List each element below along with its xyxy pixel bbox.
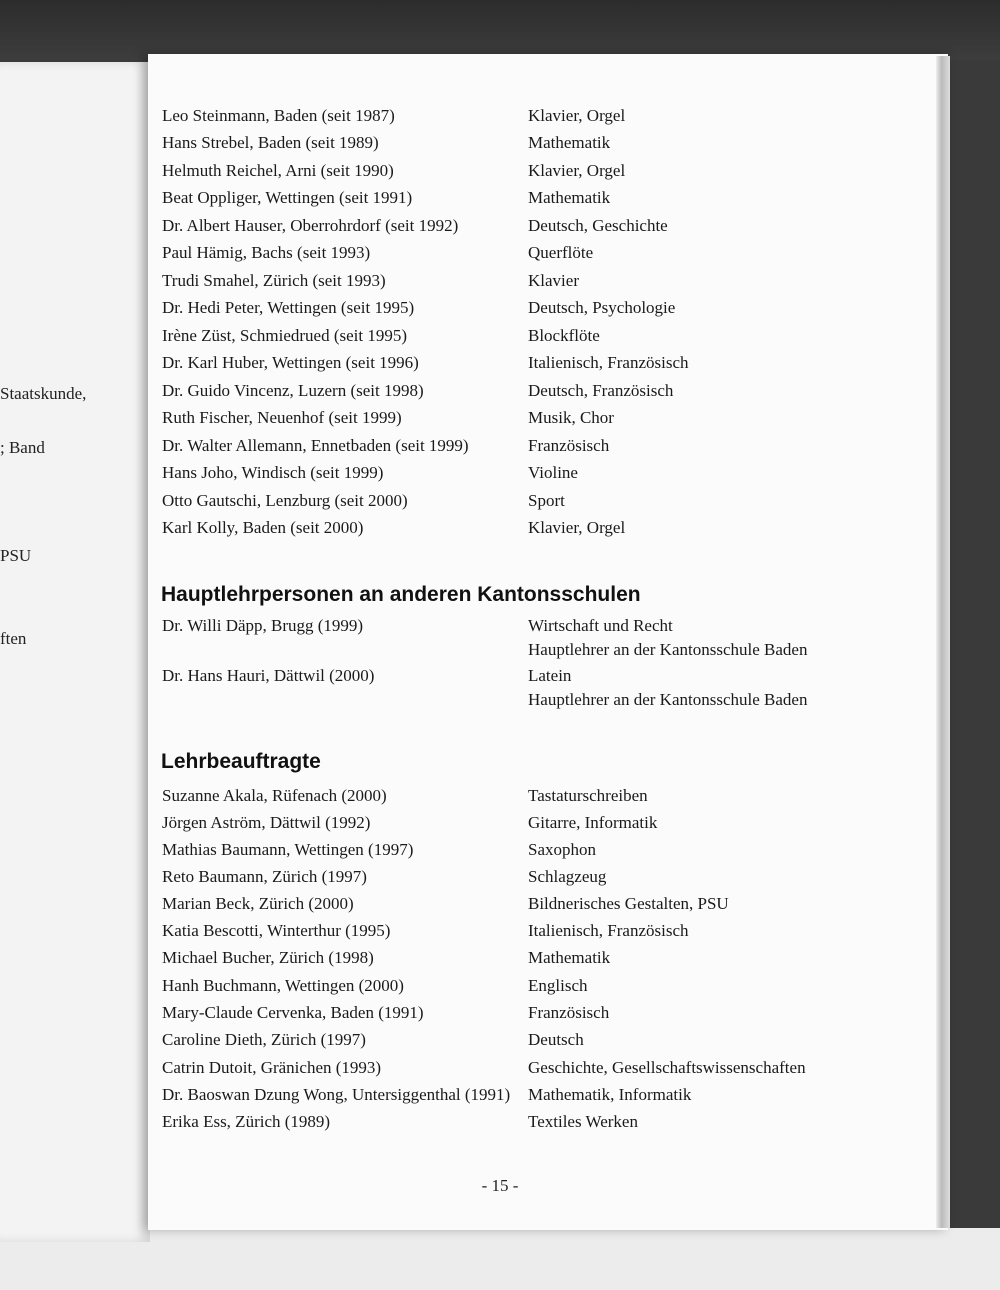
teacher-name: Otto Gautschi, Lenzburg (seit 2000) <box>162 491 408 510</box>
left-page-fragment: Staatskunde, <box>0 384 87 403</box>
teacher-subject: Italienisch, Französisch <box>528 921 689 940</box>
scanner-background <box>0 0 1000 60</box>
teacher-note: Hauptlehrer an der Kantonsschule Baden <box>528 640 808 659</box>
teacher-name: Ruth Fischer, Neuenhof (seit 1999) <box>162 408 402 427</box>
teacher-name: Dr. Willi Däpp, Brugg (1999) <box>162 616 364 635</box>
teacher-name: Dr. Hans Hauri, Dättwil (2000) <box>162 666 375 685</box>
teacher-name: Catrin Dutoit, Gränichen (1993) <box>162 1058 382 1077</box>
teacher-subject: Wirtschaft und Recht <box>528 616 673 635</box>
teacher-name: Dr. Karl Huber, Wettingen (seit 1996) <box>162 353 419 372</box>
teacher-name: Caroline Dieth, Zürich (1997) <box>162 1030 366 1049</box>
teacher-subject: Italienisch, Französisch <box>528 353 689 372</box>
left-page-fragment: ; Band <box>0 438 45 457</box>
scanner-bed <box>0 1228 1000 1290</box>
left-page-fragment: PSU <box>0 546 32 565</box>
teacher-name: Dr. Guido Vincenz, Luzern (seit 1998) <box>162 381 424 400</box>
teacher-name: Hans Strebel, Baden (seit 1989) <box>162 133 379 152</box>
teacher-subject: Musik, Chor <box>528 408 614 427</box>
teacher-subject: Mathematik <box>528 948 611 967</box>
teacher-name: Paul Hämig, Bachs (seit 1993) <box>162 243 371 262</box>
teacher-name: Dr. Hedi Peter, Wettingen (seit 1995) <box>162 298 415 317</box>
teacher-name: Karl Kolly, Baden (seit 2000) <box>162 518 364 537</box>
teacher-name: Dr. Baoswan Dzung Wong, Untersiggenthal (1991) <box>162 1085 511 1104</box>
teacher-subject: Tastaturschreiben <box>528 786 648 805</box>
teacher-subject: Französisch <box>528 1003 610 1022</box>
teacher-subject: Gitarre, Informatik <box>528 813 658 832</box>
teacher-name: Hans Joho, Windisch (seit 1999) <box>162 463 384 482</box>
teacher-name: Hanh Buchmann, Wettingen (2000) <box>162 976 404 995</box>
teacher-name: Michael Bucher, Zürich (1998) <box>162 948 374 967</box>
teacher-subject: Bildnerisches Gestalten, PSU <box>528 894 729 913</box>
teacher-name: Mathias Baumann, Wettingen (1997) <box>162 840 414 859</box>
teacher-note: Hauptlehrer an der Kantonsschule Baden <box>528 690 808 709</box>
teacher-subject: Textiles Werken <box>528 1112 638 1131</box>
teacher-subject: Geschichte, Gesellschaftswissenschaften <box>528 1058 806 1077</box>
teacher-subject: Klavier <box>528 271 579 290</box>
teacher-name: Katia Bescotti, Winterthur (1995) <box>162 921 391 940</box>
section-heading: Lehrbeauftragte <box>161 750 321 773</box>
teacher-name: Suzanne Akala, Rüfenach (2000) <box>162 786 387 805</box>
page-number: - 15 - <box>481 1176 519 1195</box>
teacher-name: Beat Oppliger, Wettingen (seit 1991) <box>162 188 413 207</box>
teacher-name: Dr. Walter Allemann, Ennetbaden (seit 1999) <box>162 436 469 455</box>
teacher-name: Irène Züst, Schmiedrued (seit 1995) <box>162 326 408 345</box>
teacher-name: Reto Baumann, Zürich (1997) <box>162 867 367 886</box>
teacher-subject: Klavier, Orgel <box>528 106 626 125</box>
teacher-name: Jörgen Aström, Dättwil (1992) <box>162 813 371 832</box>
teacher-name: Dr. Albert Hauser, Oberrohrdorf (seit 1992) <box>162 216 459 235</box>
teacher-name: Marian Beck, Zürich (2000) <box>162 894 354 913</box>
section-heading: Hauptlehrpersonen an anderen Kantonsschulen <box>161 583 641 606</box>
teacher-subject: Deutsch, Psychologie <box>528 298 676 317</box>
teacher-subject: Mathematik <box>528 133 611 152</box>
left-page-edge <box>0 62 150 1242</box>
teacher-subject: Klavier, Orgel <box>528 161 626 180</box>
teacher-subject: Violine <box>528 463 578 482</box>
teacher-subject: Saxophon <box>528 840 596 859</box>
teacher-subject: Blockflöte <box>528 326 600 345</box>
teacher-subject: Mathematik <box>528 188 611 207</box>
teacher-subject: Schlagzeug <box>528 867 607 886</box>
teacher-subject: Querflöte <box>528 243 594 262</box>
teacher-name: Trudi Smahel, Zürich (seit 1993) <box>162 271 386 290</box>
teacher-subject: Englisch <box>528 976 588 995</box>
teacher-subject: Mathematik, Informatik <box>528 1085 692 1104</box>
teacher-subject: Sport <box>528 491 565 510</box>
left-page-fragment: ften <box>0 629 27 648</box>
teacher-name: Helmuth Reichel, Arni (seit 1990) <box>162 161 394 180</box>
teacher-name: Erika Ess, Zürich (1989) <box>162 1112 331 1131</box>
teacher-name: Mary-Claude Cervenka, Baden (1991) <box>162 1003 424 1022</box>
teacher-subject: Deutsch, Geschichte <box>528 216 668 235</box>
teacher-subject: Klavier, Orgel <box>528 518 626 537</box>
teacher-subject: Deutsch, Französisch <box>528 381 674 400</box>
teacher-subject: Deutsch <box>528 1030 584 1049</box>
teacher-subject: Französisch <box>528 436 610 455</box>
page-stack-edge <box>936 56 950 1228</box>
teacher-subject: Latein <box>528 666 572 685</box>
teacher-name: Leo Steinmann, Baden (seit 1987) <box>162 106 395 125</box>
